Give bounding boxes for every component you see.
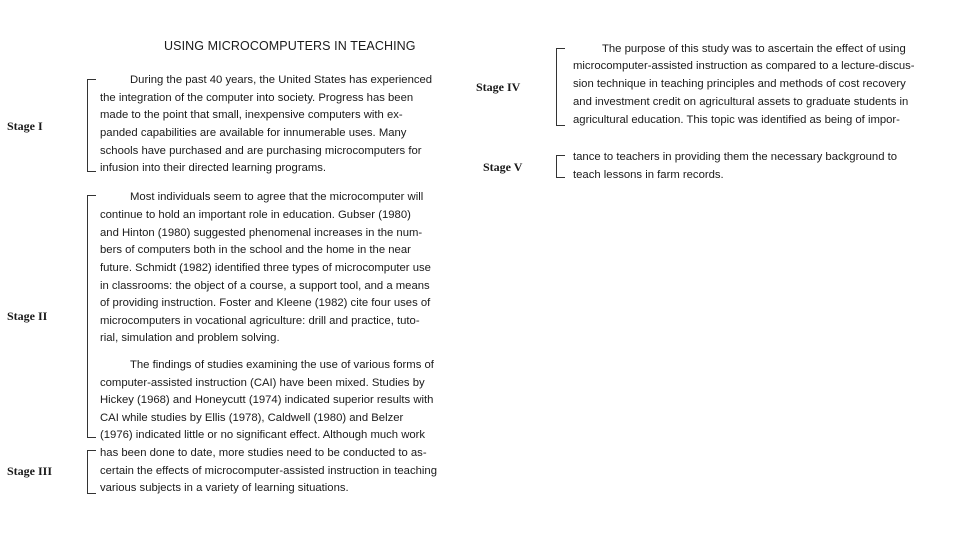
text-line: tance to teachers in providing them the necessary background to	[573, 151, 898, 163]
stage-3-label: Stage III	[7, 464, 53, 478]
text-line: computer-assisted instruction (CAI) have been mixed. Studies by	[100, 377, 425, 389]
text-line: microcomputers in vocational agriculture: drill and practice, tuto-	[100, 315, 420, 327]
text-line: in classrooms: the object of a course, a support tool, and a means	[100, 280, 430, 292]
text-line: During the past 40 years, the United States has experienced	[130, 74, 433, 86]
stage-1-label: Stage I	[7, 119, 43, 133]
text-line: certain the effects of microcomputer-assisted instruction in teaching	[100, 465, 437, 477]
text-line: Hickey (1968) and Honeycutt (1974) indicated superior results with	[100, 394, 434, 406]
text-line: Most individuals seem to agree that the microcomputer will	[130, 191, 424, 203]
text-line: rial, simulation and problem solving.	[100, 332, 280, 344]
text-line: future. Schmidt (1982) identified three types of microcomputer use	[100, 262, 431, 274]
text-line: bers of computers both in the school and the home in the near	[100, 244, 411, 256]
text-line: CAI while studies by Ellis (1978), Caldwell (1980) and Belzer	[100, 412, 404, 424]
text-line: continue to hold an important role in education. Gubser (1980)	[100, 209, 411, 221]
text-line: microcomputer-assisted instruction as compared to a lecture-discus-	[573, 60, 915, 72]
text-line: of providing instruction. Foster and Kleene (1982) cite four uses of	[100, 297, 431, 309]
text-line: the integration of the computer into society. Progress has been	[100, 92, 414, 104]
text-line: sion technique in teaching principles and methods of cost recovery	[573, 78, 906, 90]
stage-1-bracket	[87, 79, 96, 172]
text-line: teach lessons in farm records.	[573, 169, 724, 181]
text-line: made to the point that small, inexpensive computers with ex-	[100, 109, 403, 121]
text-line: The purpose of this study was to ascertain the effect of using	[602, 43, 906, 55]
text-line: and Hinton (1980) suggested phenomenal increases in the num-	[100, 227, 423, 239]
text-line: has been done to date, more studies need to be conducted to as-	[100, 447, 427, 459]
text-line: panded capabilities are available for innumerable uses. Many	[100, 127, 407, 139]
stage-4-label: Stage IV	[476, 80, 521, 94]
stage-4-bracket	[556, 48, 565, 126]
text-line: infusion into their directed learning programs.	[100, 162, 327, 174]
stage-5-bracket	[556, 155, 565, 178]
text-line: and investment credit on agricultural assets to graduate students in	[573, 96, 909, 108]
text-line: schools have purchased and are purchasing microcomputers for	[100, 145, 422, 157]
text-line: various subjects in a variety of learning situations.	[100, 482, 349, 494]
stage-2-bracket	[87, 195, 96, 438]
document-title: USING MICROCOMPUTERS IN TEACHING	[164, 39, 416, 53]
stage-3-bracket	[87, 450, 96, 494]
text-line: (1976) indicated little or no significant effect. Although much work	[100, 429, 426, 441]
stage-2-label: Stage II	[7, 309, 48, 323]
stage-5-label: Stage V	[483, 160, 523, 174]
text-line: agricultural education. This topic was identified as being of impor-	[573, 114, 900, 126]
text-line: The findings of studies examining the use of various forms of	[130, 359, 434, 371]
